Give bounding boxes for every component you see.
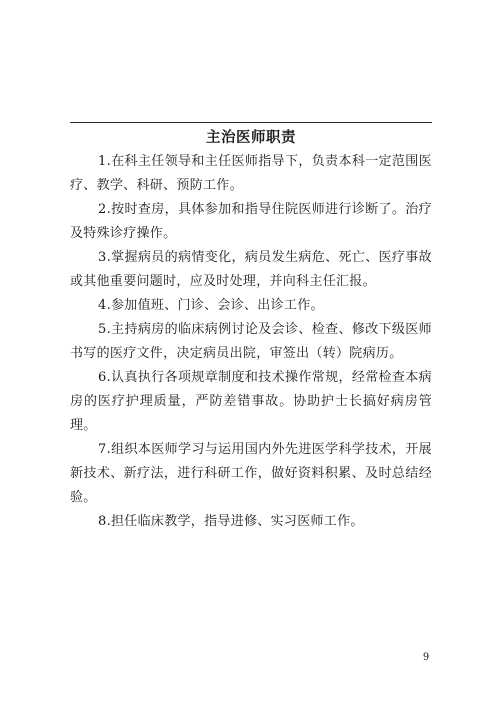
header-rule	[70, 122, 432, 123]
duty-item-7: 7.组织本医师学习与运用国内外先进医学科学技术，开展新技术、新疗法，进行科研工作，做好资料积累、及时总结经验。	[70, 442, 432, 505]
duty-item-2: 2.按时查房，具体参加和指导住院医师进行诊断了。治疗及特殊诊疗操作。	[70, 202, 432, 241]
page-title: 主治医师职责	[206, 130, 296, 146]
duty-item-3: 3.掌握病员的病情变化，病员发生病危、死亡、医疗事故或其他重要问题时，应及时处理，并向科主任汇报。	[70, 250, 432, 289]
document-body	[70, 150, 432, 534]
page-number: 9	[422, 652, 430, 663]
duty-item-5: 5.主持病房的临床病例讨论及会诊、检查、修改下级医师书写的医疗文件，决定病员出院，审签出（转）院病历。	[70, 322, 432, 361]
duty-item-6: 6.认真执行各项规章制度和技术操作常规，经常检查本病房的医疗护理质量，严防差错事故。协助护士长搞好病房管理。	[70, 370, 432, 433]
duty-item-8: 8.担任临床教学，指导进修、实习医师工作。	[98, 514, 364, 529]
duty-item-1: 1.在科主任领导和主任医师指导下，负责本科一定范围医疗、教学、科研、预防工作。	[70, 154, 432, 193]
duty-item-4: 4.参加值班、门诊、会诊、出诊工作。	[98, 298, 324, 313]
